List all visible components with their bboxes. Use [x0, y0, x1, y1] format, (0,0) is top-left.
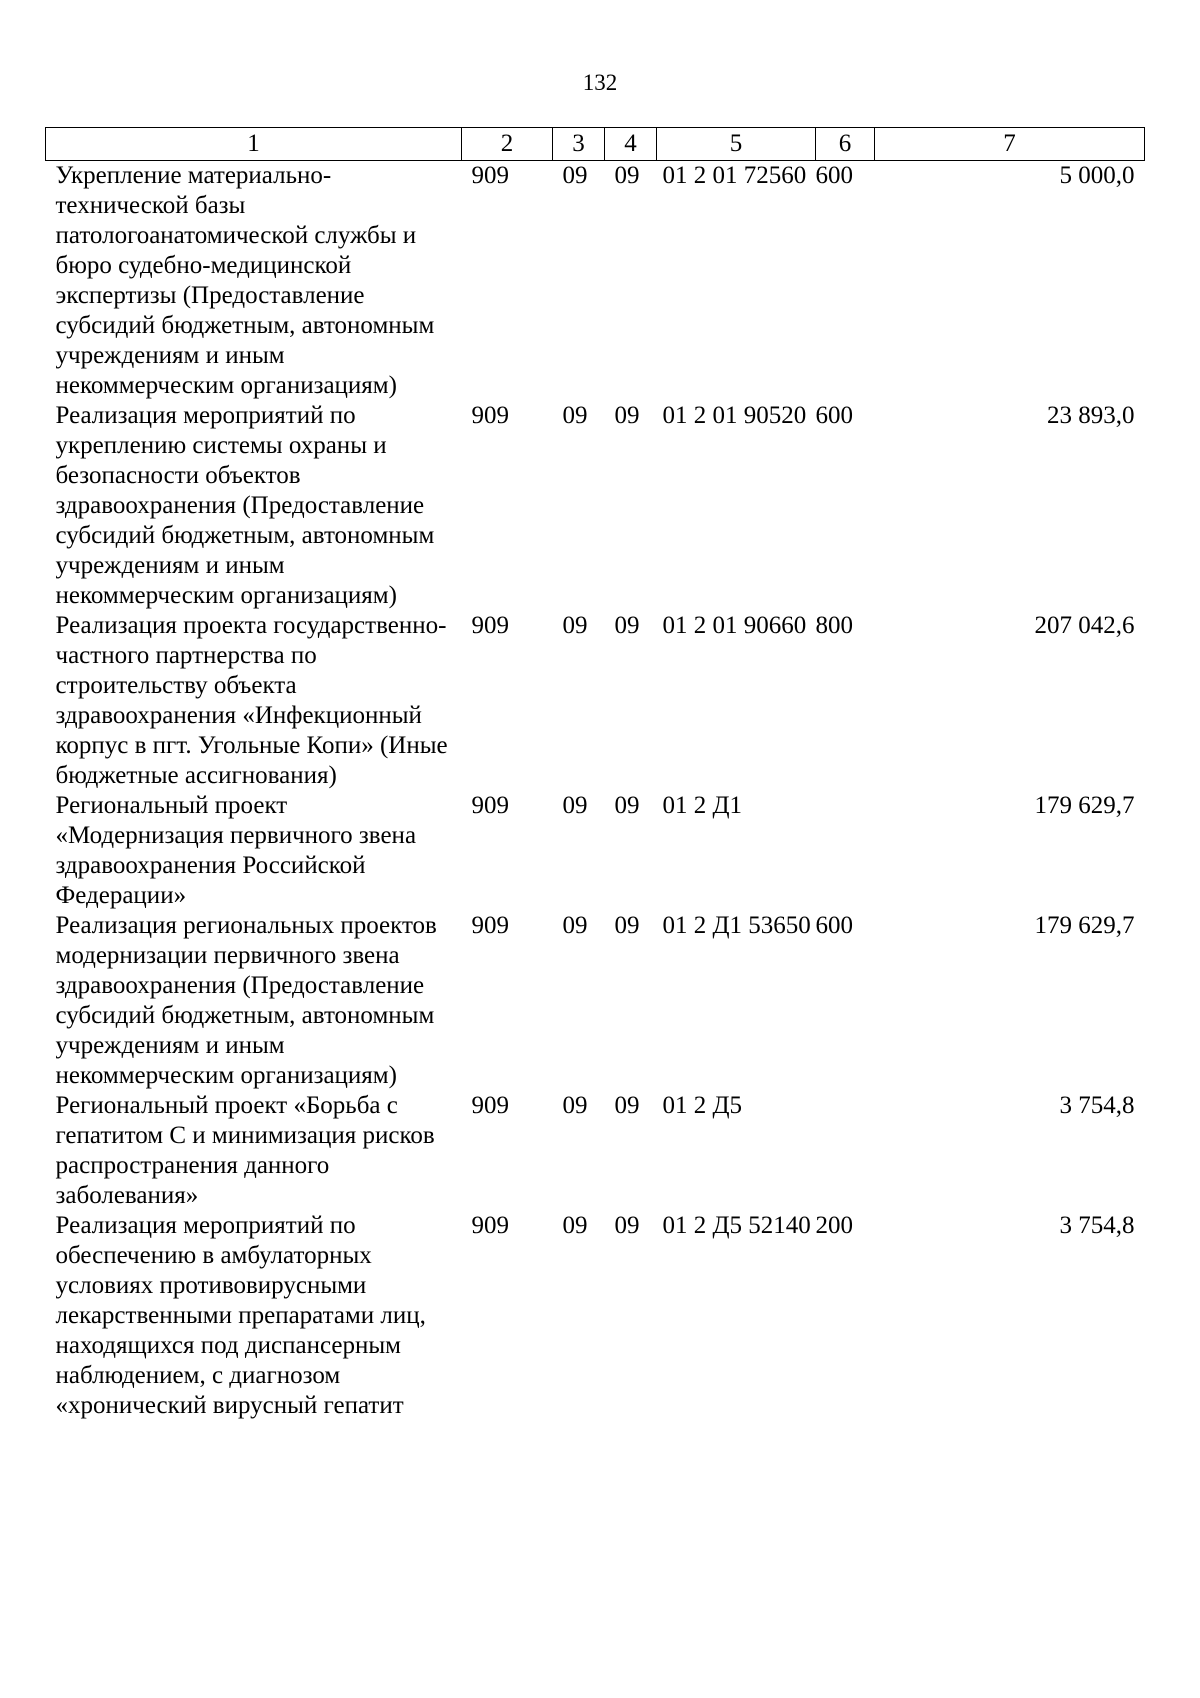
- row-grbs: 909: [471, 912, 509, 939]
- table-row: [46, 1091, 1145, 1211]
- row-target-article: 01 2 01 90660: [662, 612, 807, 639]
- row-target-article: 01 2 01 90520: [662, 402, 807, 429]
- table-row: [46, 911, 1145, 1091]
- row-expense-type: [816, 791, 875, 911]
- row-name: Региональный проект «Модернизация первичного звена здравоохранения Российской Федерации»: [55, 792, 417, 909]
- row-grbs: 909: [471, 162, 509, 189]
- row-expense-type: 600: [815, 162, 853, 189]
- column-header-5: 5: [657, 128, 816, 161]
- row-name: Региональный проект «Борьба с гепатитом С и минимизация рисков распространения данного заболевания»: [55, 1092, 435, 1209]
- row-section: 09: [562, 162, 588, 189]
- row-subsection: 09: [614, 162, 640, 189]
- row-name: Реализация мероприятий по обеспечению в амбулаторных условиях противовирусными лекарственными препаратами лиц, находящихся под диспансерным наблюдением, с диагнозом «хронический вирусный гепатит: [55, 1212, 426, 1419]
- table-row: [46, 791, 1145, 911]
- row-subsection: 09: [614, 612, 640, 639]
- row-target-article: 01 2 01 72560: [662, 162, 807, 189]
- row-section: 09: [562, 1092, 588, 1119]
- row-target-article: 01 2 Д1: [662, 792, 743, 819]
- row-sum: 5 000,0: [1059, 162, 1135, 189]
- page-number: 132: [582, 70, 618, 95]
- table-row: [46, 161, 1145, 402]
- row-section: 09: [562, 402, 588, 429]
- row-sum: 3 754,8: [1059, 1212, 1135, 1239]
- column-header-3: 3: [553, 128, 605, 161]
- row-section: 09: [562, 612, 588, 639]
- row-target-article: 01 2 Д1 53650: [662, 912, 811, 939]
- row-grbs: 909: [471, 402, 509, 429]
- row-name: Реализация проекта государственно-частного партнерства по строительству объекта здравоохранения «Инфекционный корпус в пгт. Угольные Копи» (Иные бюджетные ассигнования): [55, 612, 448, 789]
- row-name: Реализация мероприятий по укреплению системы охраны и безопасности объектов здравоохранения (Предоставление субсидий бюджетным, автономным учреждениям и иным некоммерческим организациям): [55, 402, 435, 609]
- header-row: [46, 128, 1145, 161]
- row-sum: 3 754,8: [1059, 1092, 1135, 1119]
- row-target-article: 01 2 Д5 52140: [662, 1212, 811, 1239]
- row-target-article: 01 2 Д5: [662, 1092, 743, 1119]
- row-section: 09: [562, 792, 588, 819]
- budget-table: [45, 127, 1145, 1421]
- row-grbs: 909: [471, 792, 509, 819]
- row-expense-type: 800: [815, 612, 853, 639]
- row-sum: 207 042,6: [1034, 612, 1135, 639]
- row-grbs: 909: [471, 1092, 509, 1119]
- row-sum: 23 893,0: [1047, 402, 1135, 429]
- row-grbs: 909: [471, 612, 509, 639]
- column-header-6: 6: [816, 128, 875, 161]
- row-name: Укрепление материально-технической базы патологоанатомической службы и бюро судебно-медицинской экспертизы (Предоставление субсидий бюджетным, автономным учреждениям и иным некоммерческим организациям): [55, 162, 435, 399]
- row-grbs: 909: [471, 1212, 509, 1239]
- row-expense-type: 200: [815, 1212, 853, 1239]
- row-subsection: 09: [614, 792, 640, 819]
- row-expense-type: 600: [815, 402, 853, 429]
- row-name: Реализация региональных проектов модернизации первичного звена здравоохранения (Предоставление субсидий бюджетным, автономным учреждениям и иным некоммерческим организациям): [55, 912, 437, 1089]
- row-subsection: 09: [614, 1092, 640, 1119]
- row-subsection: 09: [614, 1212, 640, 1239]
- column-header-4: 4: [605, 128, 657, 161]
- row-sum: 179 629,7: [1034, 912, 1135, 939]
- row-expense-type: [816, 1091, 875, 1211]
- row-section: 09: [562, 912, 588, 939]
- row-expense-type: 600: [815, 912, 853, 939]
- column-header-2: 2: [462, 128, 553, 161]
- row-subsection: 09: [614, 912, 640, 939]
- column-header-1: 1: [46, 128, 462, 161]
- row-subsection: 09: [614, 402, 640, 429]
- column-header-7: 7: [875, 128, 1145, 161]
- row-section: 09: [562, 1212, 588, 1239]
- table-row: [46, 611, 1145, 791]
- table-row: [46, 401, 1145, 611]
- row-sum: 179 629,7: [1034, 792, 1135, 819]
- table-row: [46, 1211, 1145, 1421]
